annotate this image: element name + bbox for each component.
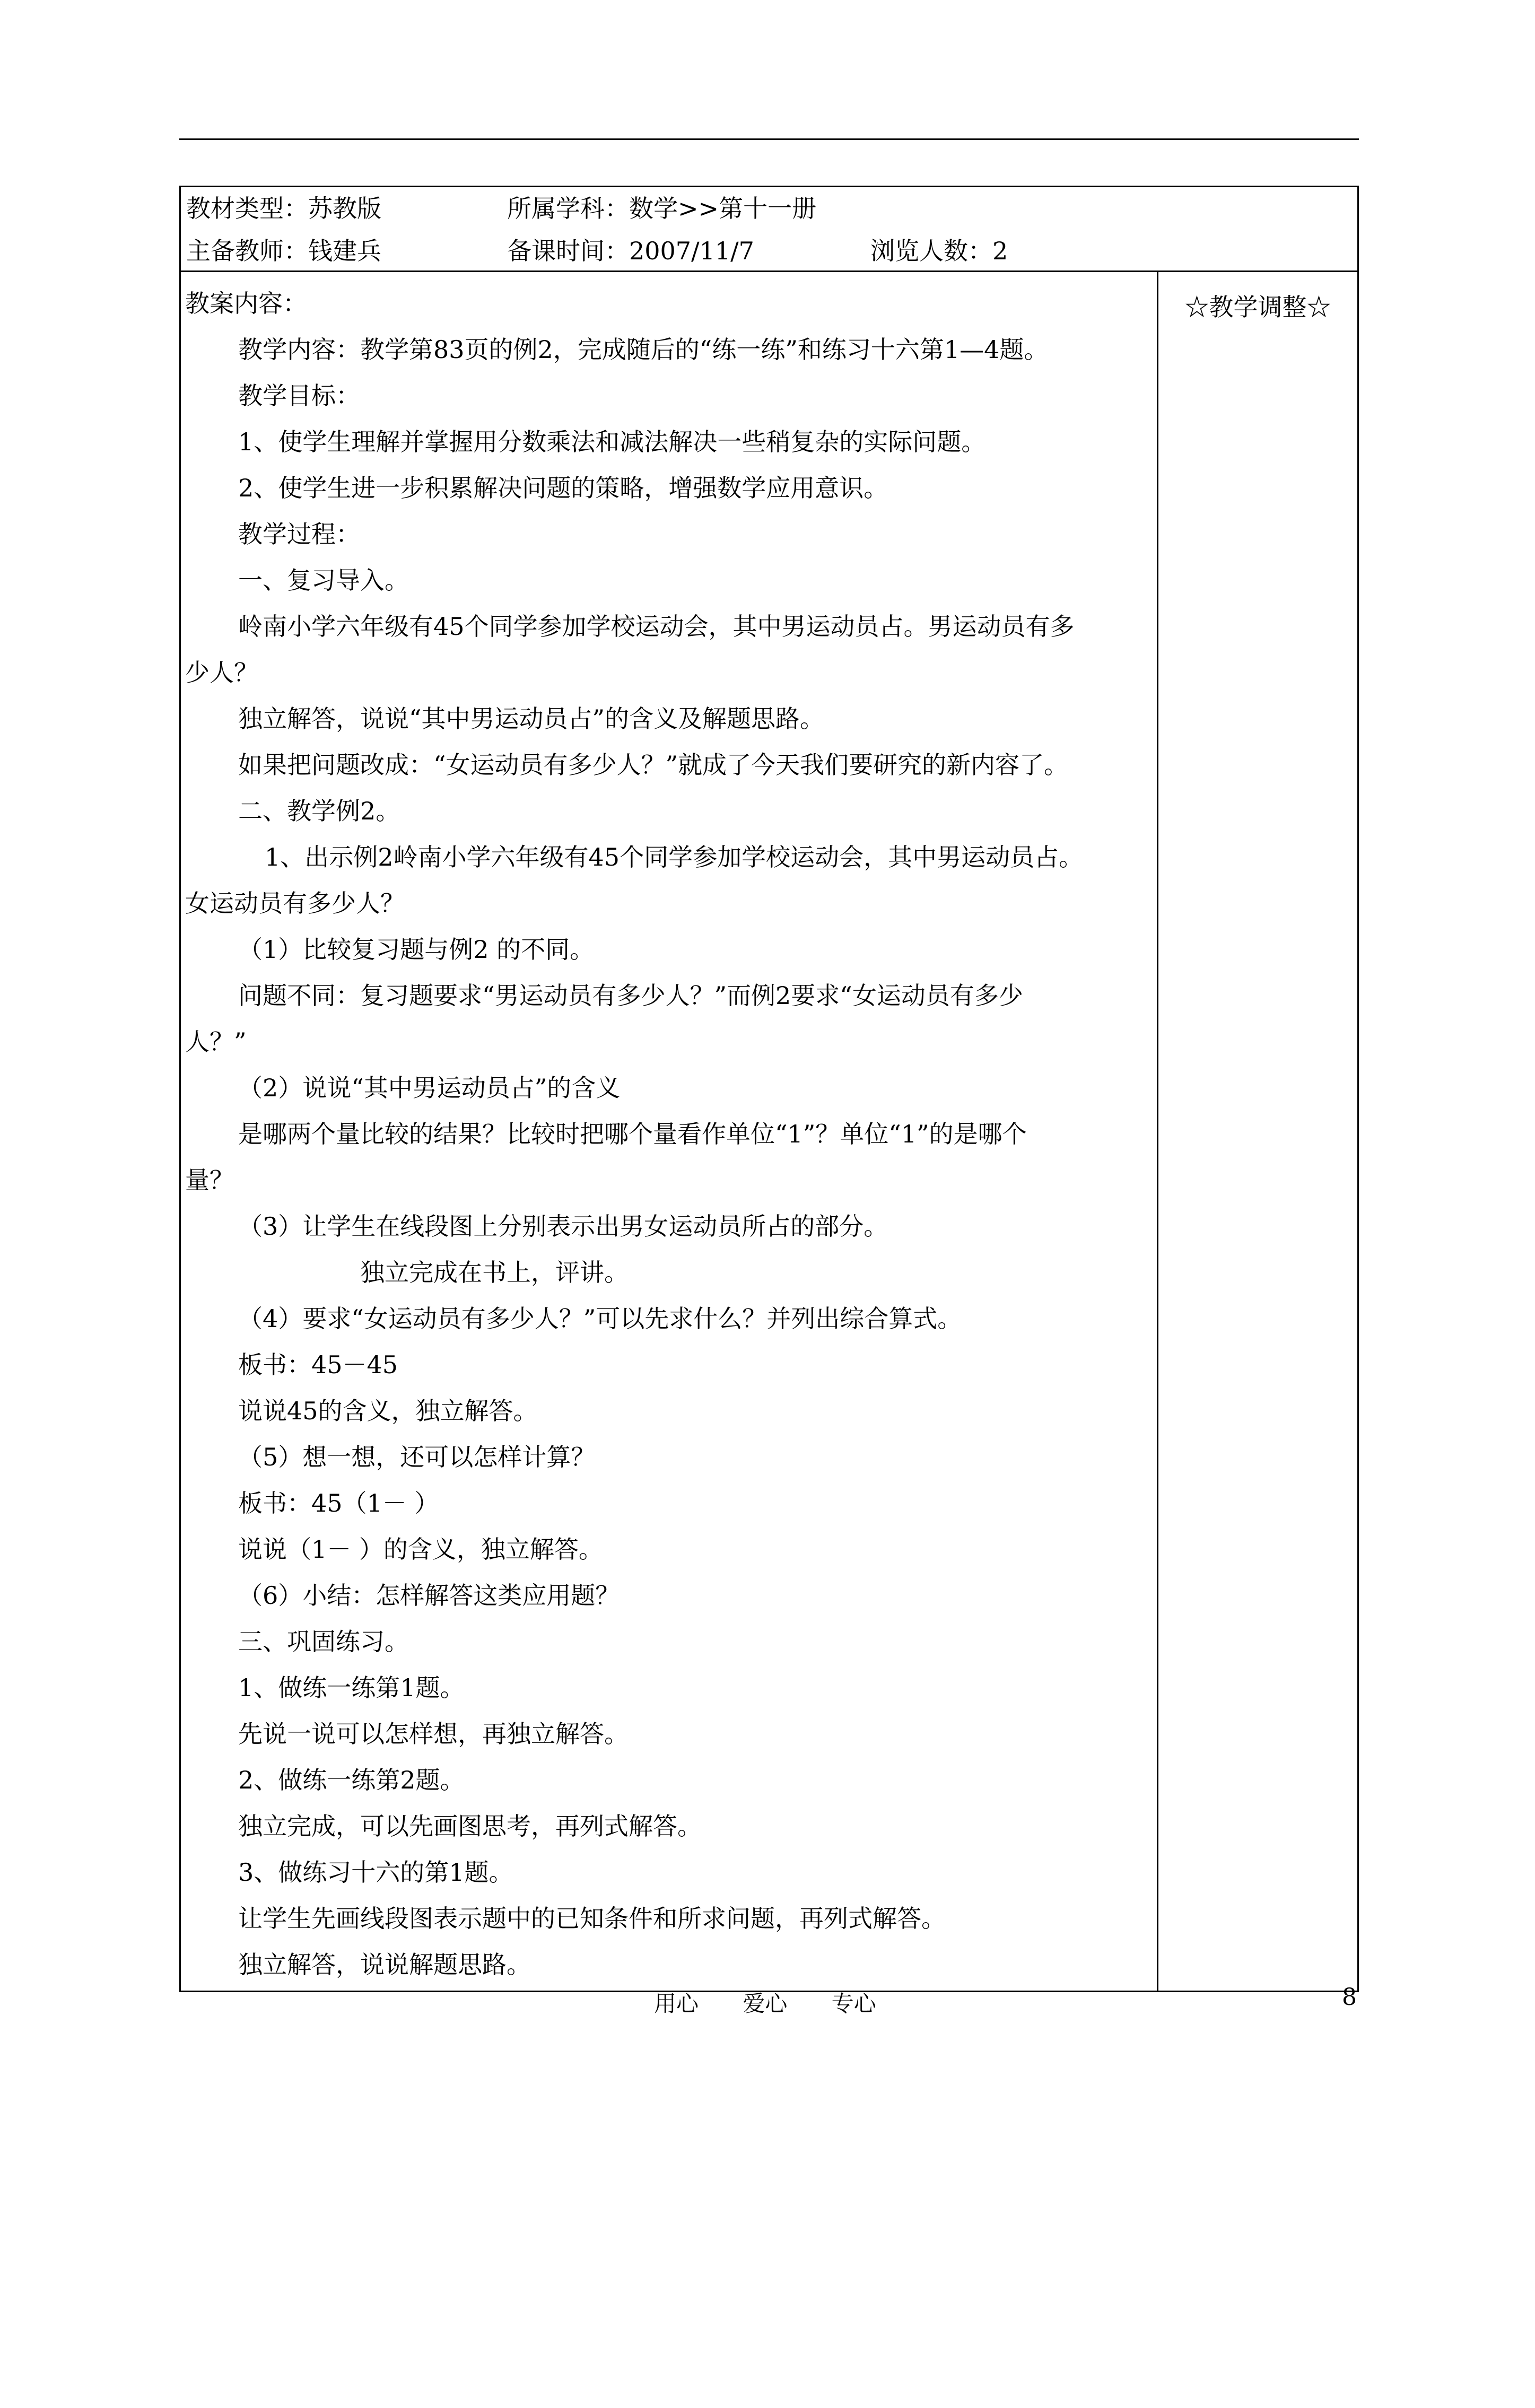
text-line: 问题不同：复习题要求“男运动员有多少人？”而例2要求“女运动员有多少 xyxy=(238,981,1023,1010)
page-number: 8 xyxy=(1342,1984,1357,2011)
adjustment-column xyxy=(1158,272,1357,1991)
text-line: 独立完成在书上，评讲。 xyxy=(360,1258,629,1287)
prep-date: 备课时间：2007/11/7 xyxy=(507,237,754,265)
text-line: 1、做练一练第1题。 xyxy=(238,1673,465,1702)
text-line: 人？” xyxy=(185,1027,247,1056)
header-rule xyxy=(179,138,1359,140)
text-line: 一、复习导入。 xyxy=(238,566,409,595)
text-line: 3、做练习十六的第1题。 xyxy=(238,1858,513,1887)
motto-word: 专心 xyxy=(831,1991,876,2017)
material-type: 教材类型：苏教版 xyxy=(186,194,381,223)
subject: 所属学科：数学>>第十一册 xyxy=(507,194,817,223)
text-line: 板书：45－45 xyxy=(238,1350,398,1379)
text-line: 量？ xyxy=(185,1166,234,1194)
text-line: 说说45的含义，独立解答。 xyxy=(238,1397,538,1425)
text-line: （1）比较复习题与例2 的不同。 xyxy=(238,935,595,964)
text-line: 教学目标： xyxy=(238,381,360,410)
text-line: 板书：45（1－ ） xyxy=(238,1489,439,1517)
meta-block xyxy=(179,186,1359,272)
text-line: 教学内容：教学第83页的例2，完成随后的“练一练”和练习十六第1—4题。 xyxy=(238,335,1049,364)
text-line: 岭南小学六年级有45个同学参加学校运动会，其中男运动员占。男运动员有多 xyxy=(238,612,1075,641)
text-line: 说说（1－ ）的含义，独立解答。 xyxy=(238,1535,603,1564)
text-line: 2、做练一练第2题。 xyxy=(238,1766,465,1794)
teacher: 主备教师：钱建兵 xyxy=(186,237,381,265)
text-line: 让学生先画线段图表示题中的已知条件和所求问题，再列式解答。 xyxy=(238,1904,946,1933)
lesson-plan-sheet xyxy=(179,186,1359,2408)
text-line: （6）小结：怎样解答这类应用题？ xyxy=(238,1581,620,1610)
footer-motto xyxy=(654,1986,913,2018)
text-line: 1、出示例2岭南小学六年级有45个同学参加学校运动会，其中男运动员占。 xyxy=(265,843,1084,871)
motto-word: 用心 xyxy=(654,1991,699,2017)
text-line: 女运动员有多少人？ xyxy=(185,889,405,918)
content-lines xyxy=(185,281,1154,1988)
text-line: （4）要求“女运动员有多少人？”可以先求什么？并列出综合算式。 xyxy=(238,1304,962,1333)
text-line: 2、使学生进一步积累解决问题的策略，增强数学应用意识。 xyxy=(238,474,888,502)
text-line: 教学过程： xyxy=(238,520,360,548)
text-line: 少人？ xyxy=(185,658,258,687)
motto-word: 爱心 xyxy=(743,1991,788,2017)
text-line: 1、使学生理解并掌握用分数乘法和减法解决一些稍复杂的实际问题。 xyxy=(238,427,986,456)
text-line: 先说一说可以怎样想，再独立解答。 xyxy=(238,1720,629,1748)
text-line: 三、巩固练习。 xyxy=(238,1627,409,1656)
content-table xyxy=(179,271,1359,1992)
text-line: （3）让学生在线段图上分别表示出男女运动员所占的部分。 xyxy=(238,1212,888,1241)
text-line: 独立解答，说说“其中男运动员占”的含义及解题思路。 xyxy=(238,704,825,733)
text-line: 如果把问题改成：“女运动员有多少人？”就成了今天我们要研究的新内容了。 xyxy=(238,751,1069,779)
text-line: 是哪两个量比较的结果？比较时把哪个量看作单位“1”？单位“1”的是哪个 xyxy=(238,1120,1027,1148)
content-column xyxy=(181,272,1158,1991)
view-count: 浏览人数：2 xyxy=(870,237,1008,265)
content-label: 教案内容： xyxy=(185,289,307,318)
text-line: 独立解答，说说解题思路。 xyxy=(238,1950,531,1979)
text-line: 二、教学例2。 xyxy=(238,797,400,825)
text-line: （5）想一想，还可以怎样计算？ xyxy=(238,1443,596,1471)
text-line: （2）说说“其中男运动员占”的含义 xyxy=(238,1074,621,1102)
text-line: 独立完成，可以先画图思考，再列式解答。 xyxy=(238,1812,702,1840)
adjustment-heading: ☆教学调整☆ xyxy=(1184,293,1331,321)
